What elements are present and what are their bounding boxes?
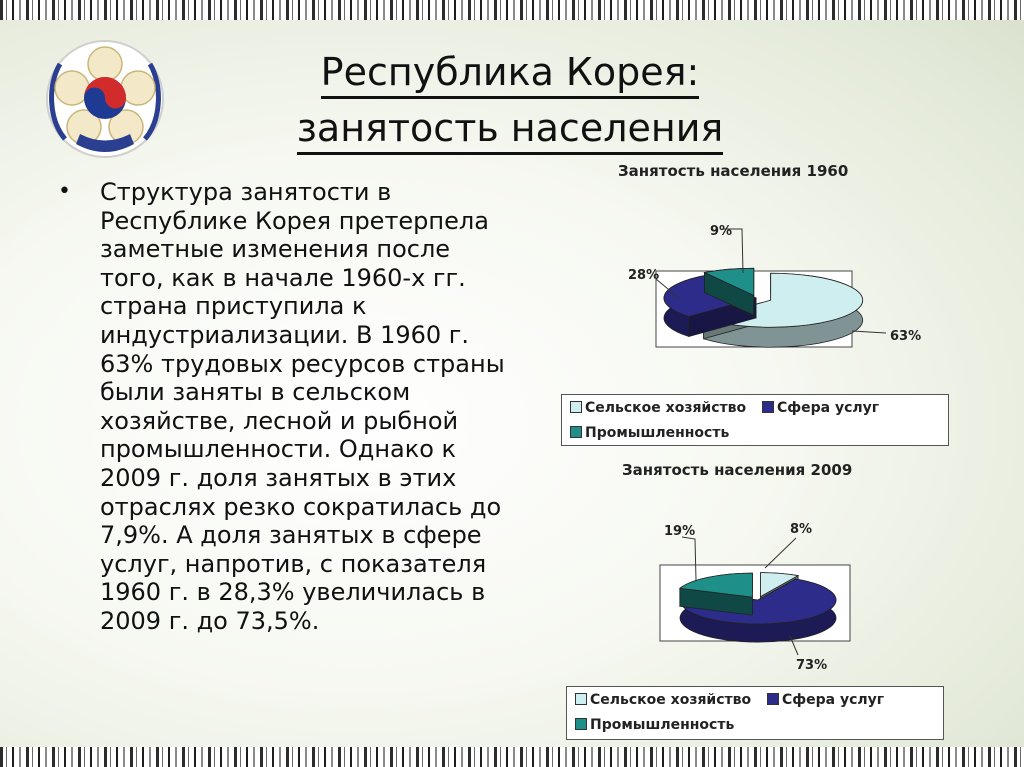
data-label: 28% (628, 268, 660, 283)
bullet-icon: • (58, 179, 71, 204)
legend-label: Промышленность (590, 717, 735, 733)
chart-2009-title: Занятость населения 2009 (622, 461, 853, 479)
legend-label: Сфера услуг (782, 692, 885, 708)
legend-item (767, 692, 884, 708)
legend-item (575, 717, 734, 733)
chart-1960-legend (561, 394, 949, 446)
legend-swatch (570, 401, 582, 413)
legend-item (570, 400, 746, 416)
legend-label: Сфера услуг (777, 400, 880, 416)
chart-1960-title: Занятость населения 1960 (618, 162, 849, 180)
body-paragraph: Структура занятости в Республике Корея претерпела заметные изменения после того, как в начале 1960-х гг. страна приступила к индустриализации. В 1960 г. 63% трудовых ресурсов страны были заняты в сельском хозяйстве, лесной и рыбной промышленности. Однако к 2009 г. доля занятых в этих отраслях резко сократилась до 7,9%. А доля занятых в сфере услуг, напротив, с показателя 1960 г. в 28,3% увеличилась в 2009 г. до 73,5%. (100, 178, 505, 635)
legend-swatch (767, 693, 779, 705)
legend-label: Сельское хозяйство (585, 400, 747, 416)
body-text-block (58, 178, 508, 636)
legend-swatch (575, 693, 587, 705)
legend-label: Промышленность (585, 425, 730, 441)
data-label: 63% (890, 329, 922, 344)
top-decorative-stripe (0, 0, 1024, 20)
data-label: 19% (664, 524, 696, 539)
leader-line (765, 538, 796, 568)
chart-1960-pie (560, 205, 940, 385)
data-label: 8% (790, 522, 813, 537)
legend-item (762, 400, 879, 416)
data-label: 9% (710, 224, 733, 239)
leader-line (852, 331, 886, 333)
legend-swatch (570, 426, 582, 438)
slide-title-line2: занятость населения (297, 104, 724, 155)
slide-title (230, 44, 790, 156)
legend-item (575, 692, 751, 708)
slide-title-line1: Республика Корея: (321, 48, 700, 99)
chart-2009-pie (560, 505, 940, 683)
korea-emblem-icon (40, 34, 170, 164)
legend-item (570, 425, 729, 441)
bottom-decorative-stripe (0, 747, 1024, 767)
data-label: 73% (796, 658, 828, 673)
legend-label: Сельское хозяйство (590, 692, 752, 708)
legend-swatch (575, 718, 587, 730)
legend-swatch (762, 401, 774, 413)
chart-2009-legend (566, 686, 944, 740)
